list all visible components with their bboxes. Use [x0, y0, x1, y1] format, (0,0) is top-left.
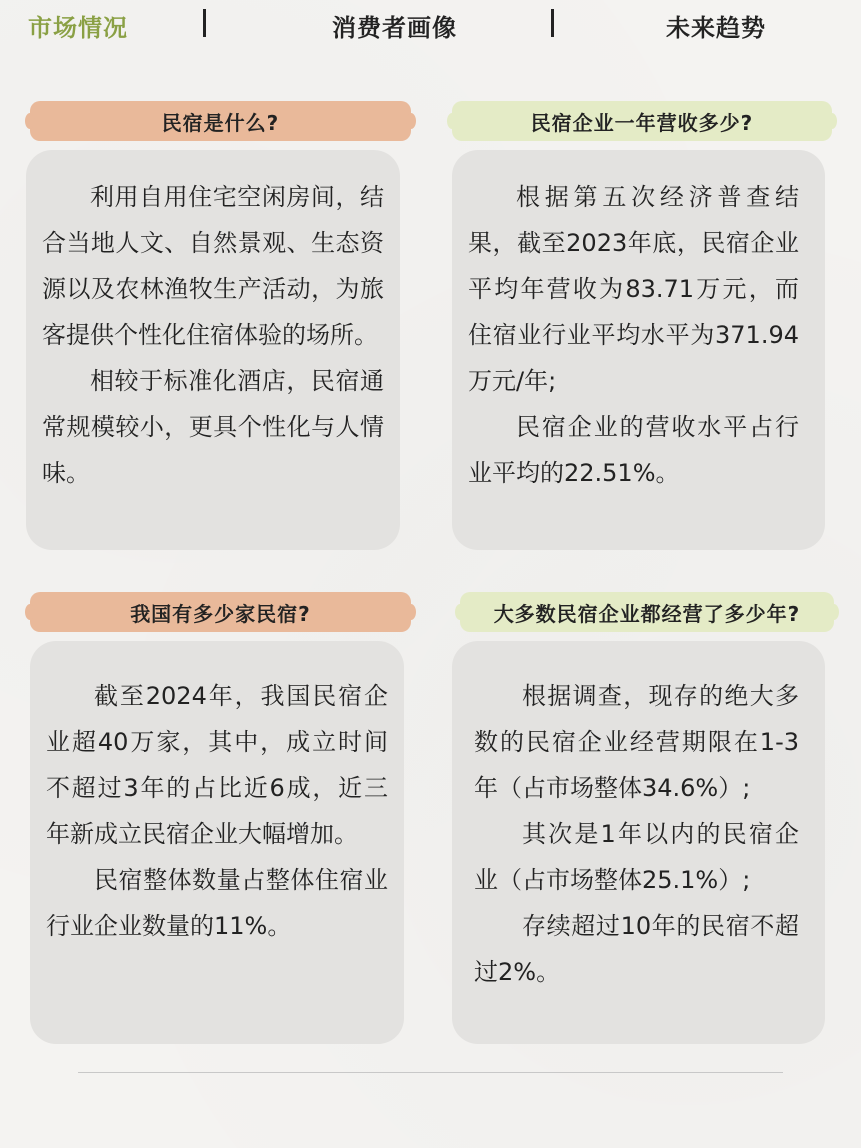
section-title-text: 民宿是什么? [161, 110, 280, 135]
tab-market[interactable]: 市场情况 [28, 14, 128, 42]
section-title-text: 民宿企业一年营收多少? [530, 110, 754, 135]
section-title-text: 大多数民宿企业都经营了多少年? [493, 601, 801, 626]
section-title-count [30, 592, 411, 632]
tab-consumer[interactable]: 消费者画像 [332, 14, 457, 42]
top-nav [0, 0, 861, 50]
section-title-what-is [30, 101, 411, 141]
card-what-is [26, 150, 400, 550]
card-paragraph: 存续超过10年的民宿不超过2%。 [474, 912, 799, 986]
divider [78, 1072, 783, 1073]
nav-separator [551, 9, 554, 37]
nav-separator [203, 9, 206, 37]
section-title-revenue [452, 101, 832, 141]
card-paragraph: 根据第五次经济普查结果，截至2023年底，民宿企业平均年营收为83.71万元，而住宿业行业平均水平为371.94万元/年; [468, 183, 799, 395]
card-paragraph: 根据调查，现存的绝大多数的民宿企业经营期限在1-3年（占市场整体34.6%）; [474, 682, 799, 802]
tab-trend[interactable]: 未来趋势 [666, 14, 766, 42]
section-title-years [460, 592, 834, 632]
card-count [30, 641, 404, 1044]
card-years [452, 641, 825, 1044]
card-paragraph: 民宿整体数量占整体住宿业行业企业数量的11%。 [46, 866, 388, 940]
card-revenue [452, 150, 825, 550]
card-paragraph: 利用自用住宅空闲房间，结合当地人文、自然景观、生态资源以及农林渔牧生产活动，为旅客提供个性化住宿体验的场所。 [42, 183, 384, 349]
section-title-text: 我国有多少家民宿? [130, 601, 311, 626]
card-paragraph: 其次是1年以内的民宿企业（占市场整体25.1%）; [474, 820, 799, 894]
card-paragraph: 截至2024年，我国民宿企业超40万家，其中，成立时间不超过3年的占比近6成，近三年新成立民宿企业大幅增加。 [46, 682, 388, 848]
card-paragraph: 相较于标准化酒店，民宿通常规模较小，更具个性化与人情味。 [42, 367, 384, 487]
card-paragraph: 民宿企业的营收水平占行业平均的22.51%。 [468, 413, 799, 487]
